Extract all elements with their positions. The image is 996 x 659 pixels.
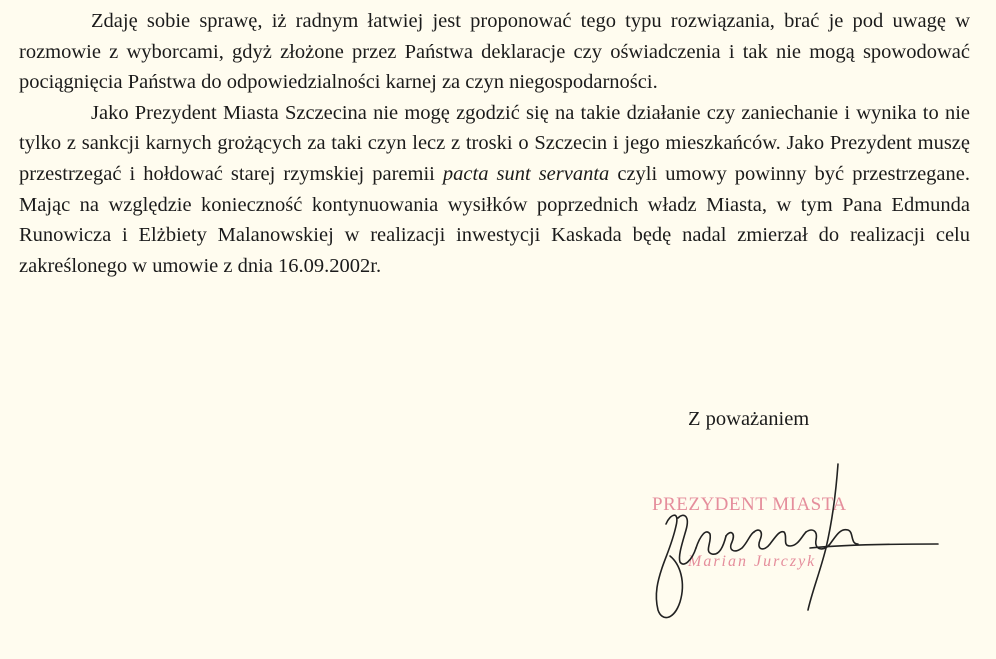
latin-phrase: pacta sunt servanta	[442, 162, 610, 185]
handwritten-signature	[640, 452, 940, 632]
letter-body	[19, 6, 970, 281]
paragraph-1	[19, 6, 970, 98]
paragraph-2	[19, 98, 970, 282]
stamp-name: Marian Jurczyk	[688, 553, 817, 570]
paragraph-2-text-start: Jako Prezydent Miasta Szczecina nie mogę zgodzić się na takie działanie czy zaniechanie i wynika to nie tylko z sankcji karnych grożących za taki czyn lecz z troski o Szczecin i jego mieszkańców. Jako Prezydent muszę przestrzegać i hołdować starej rzymskiej paremii	[19, 101, 970, 185]
stamp-title: PREZYDENT MIASTA	[652, 494, 847, 515]
paragraph-2-text-end: czyli umowy powinny być przestrzegane. Mając na względzie konieczność kontynuowania wysiłków poprzednich władz Miasta, w tym Pana Edmunda Runowicza i Elżbiety Malanowskiej w realizacji inwestycji Kaskada będę nadal zmierzał do realizacji celu zakreślonego w umowie z dnia 16.09.2002r.	[19, 162, 970, 277]
paragraph-1-text: Zdaję sobie sprawę, iż radnym łatwiej jest proponować tego typu rozwiązania, brać je pod uwagę w rozmowie z wyborcami, gdyż złożone przez Państwa deklaracje czy oświadczenia i tak nie mogą spowodować pociągnięcia Państwa do odpowiedzialności karnej za czyn niegospodarności.	[19, 10, 970, 94]
closing-salutation: Z poważaniem	[688, 408, 810, 430]
